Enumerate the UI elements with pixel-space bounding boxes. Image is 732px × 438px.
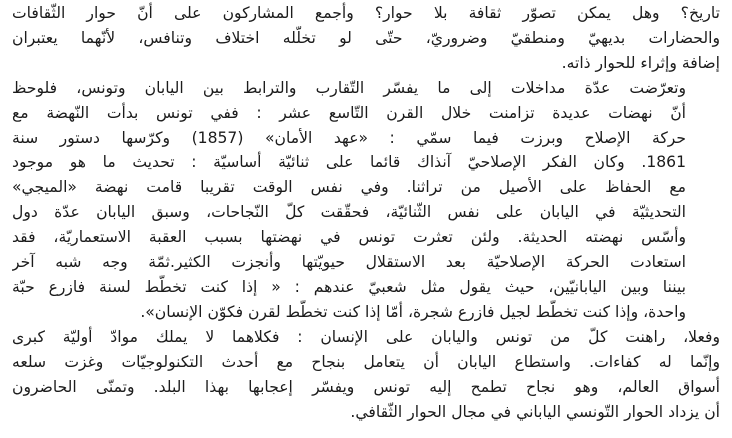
text-line: وفعلا، راهنت كلّ من تونس واليابان على الإنسان : فكلاهما لا يملك موادّ أوليّة كبرى	[12, 327, 720, 346]
text-line: أن يزداد الحوار التّونسي الياباني في مجال الحوار الثّقافي.	[350, 402, 720, 421]
paragraph-dialogue	[12, 1, 720, 76]
paragraph-human-investment	[12, 325, 720, 425]
text-line: حركة الإصلاح وبرزت فيما سمّي : «عهد الأمان» (1857) وكرّسها دستور سنة	[12, 128, 687, 147]
text-line: التحديثيّة في اليابان على نفس الثّنائيّة، فحقّقت كلّ النّجاحات، وسبق اليابان عدّة دول	[12, 203, 686, 222]
text-line: واحدة، وإذا كنت تخطّط لجيل فازرع شجرة، أمّا إذا كنت تخطّط لقرن فكوّن الإنسان».	[140, 302, 686, 321]
text-line: بيننا وبين اليابانيّين، حيث يقول مثل شعبيّ عندهم : « إذا كنت تخطّط لسنة فازرع حبّة	[12, 277, 686, 296]
text-line: والحضارات بديهيّ ومنطقيّ وضروريّ، حتّى لو تخلّله اختلاف وتنافس، لأنّهما يعتبران	[12, 28, 720, 47]
text-line: وأسّس نهضته الحديثة. ولئن تعثرت تونس في نهضتها بسبب العقبة الاستعماريّة، فقد	[12, 228, 686, 247]
text-line: وتعرّضت عدّة مداخلات إلى ما يفسّر التّقارب والترابط بين اليابان وتونس، فلوحظ	[12, 78, 686, 97]
text-line: مع الحفاظ على الأصيل من تراثنا. وفي نفس الوقت تقريبا قامت نهضة «الميجي»	[12, 178, 686, 197]
text-line: تاريخ؟ وهل يمكن تصوّر ثقافة بلا حوار؟ وأجمع المشاركون على أنّ حوار الثّقافات	[12, 4, 720, 22]
text-line: استعادت الحركة الإصلاحيّة بعد الاستقلال حيويّتها وأنجزت الكثير.ثمّة وجه شبه آخر	[12, 253, 686, 272]
text-line: وإنّما له كفاءات. واستطاع اليابان أن يتعامل بنجاح مع أحدث التكنولوجيّات وغزت سلعه	[12, 352, 720, 371]
article-body	[12, 1, 720, 424]
text-line: أنّ نهضات عديدة تزامنت خلال القرن التّاسع عشر : ففي تونس بدأت النّهضة مع	[12, 103, 686, 122]
paragraph-japan-tunisia	[12, 76, 720, 325]
text-line: 1861. وكان الفكر الإصلاحيّ آنذاك قائما على ثنائيّة أساسيّة : تحديث ما هو موجود	[12, 153, 686, 172]
text-line: أسواق العالم، وهو نجاح تطمح إليه تونس ويفسّر إعجابها بهذا البلد. وتمنّى الحاضرون	[12, 377, 720, 396]
text-line: إضافة وإثراء للحوار ذاته.	[561, 53, 720, 72]
